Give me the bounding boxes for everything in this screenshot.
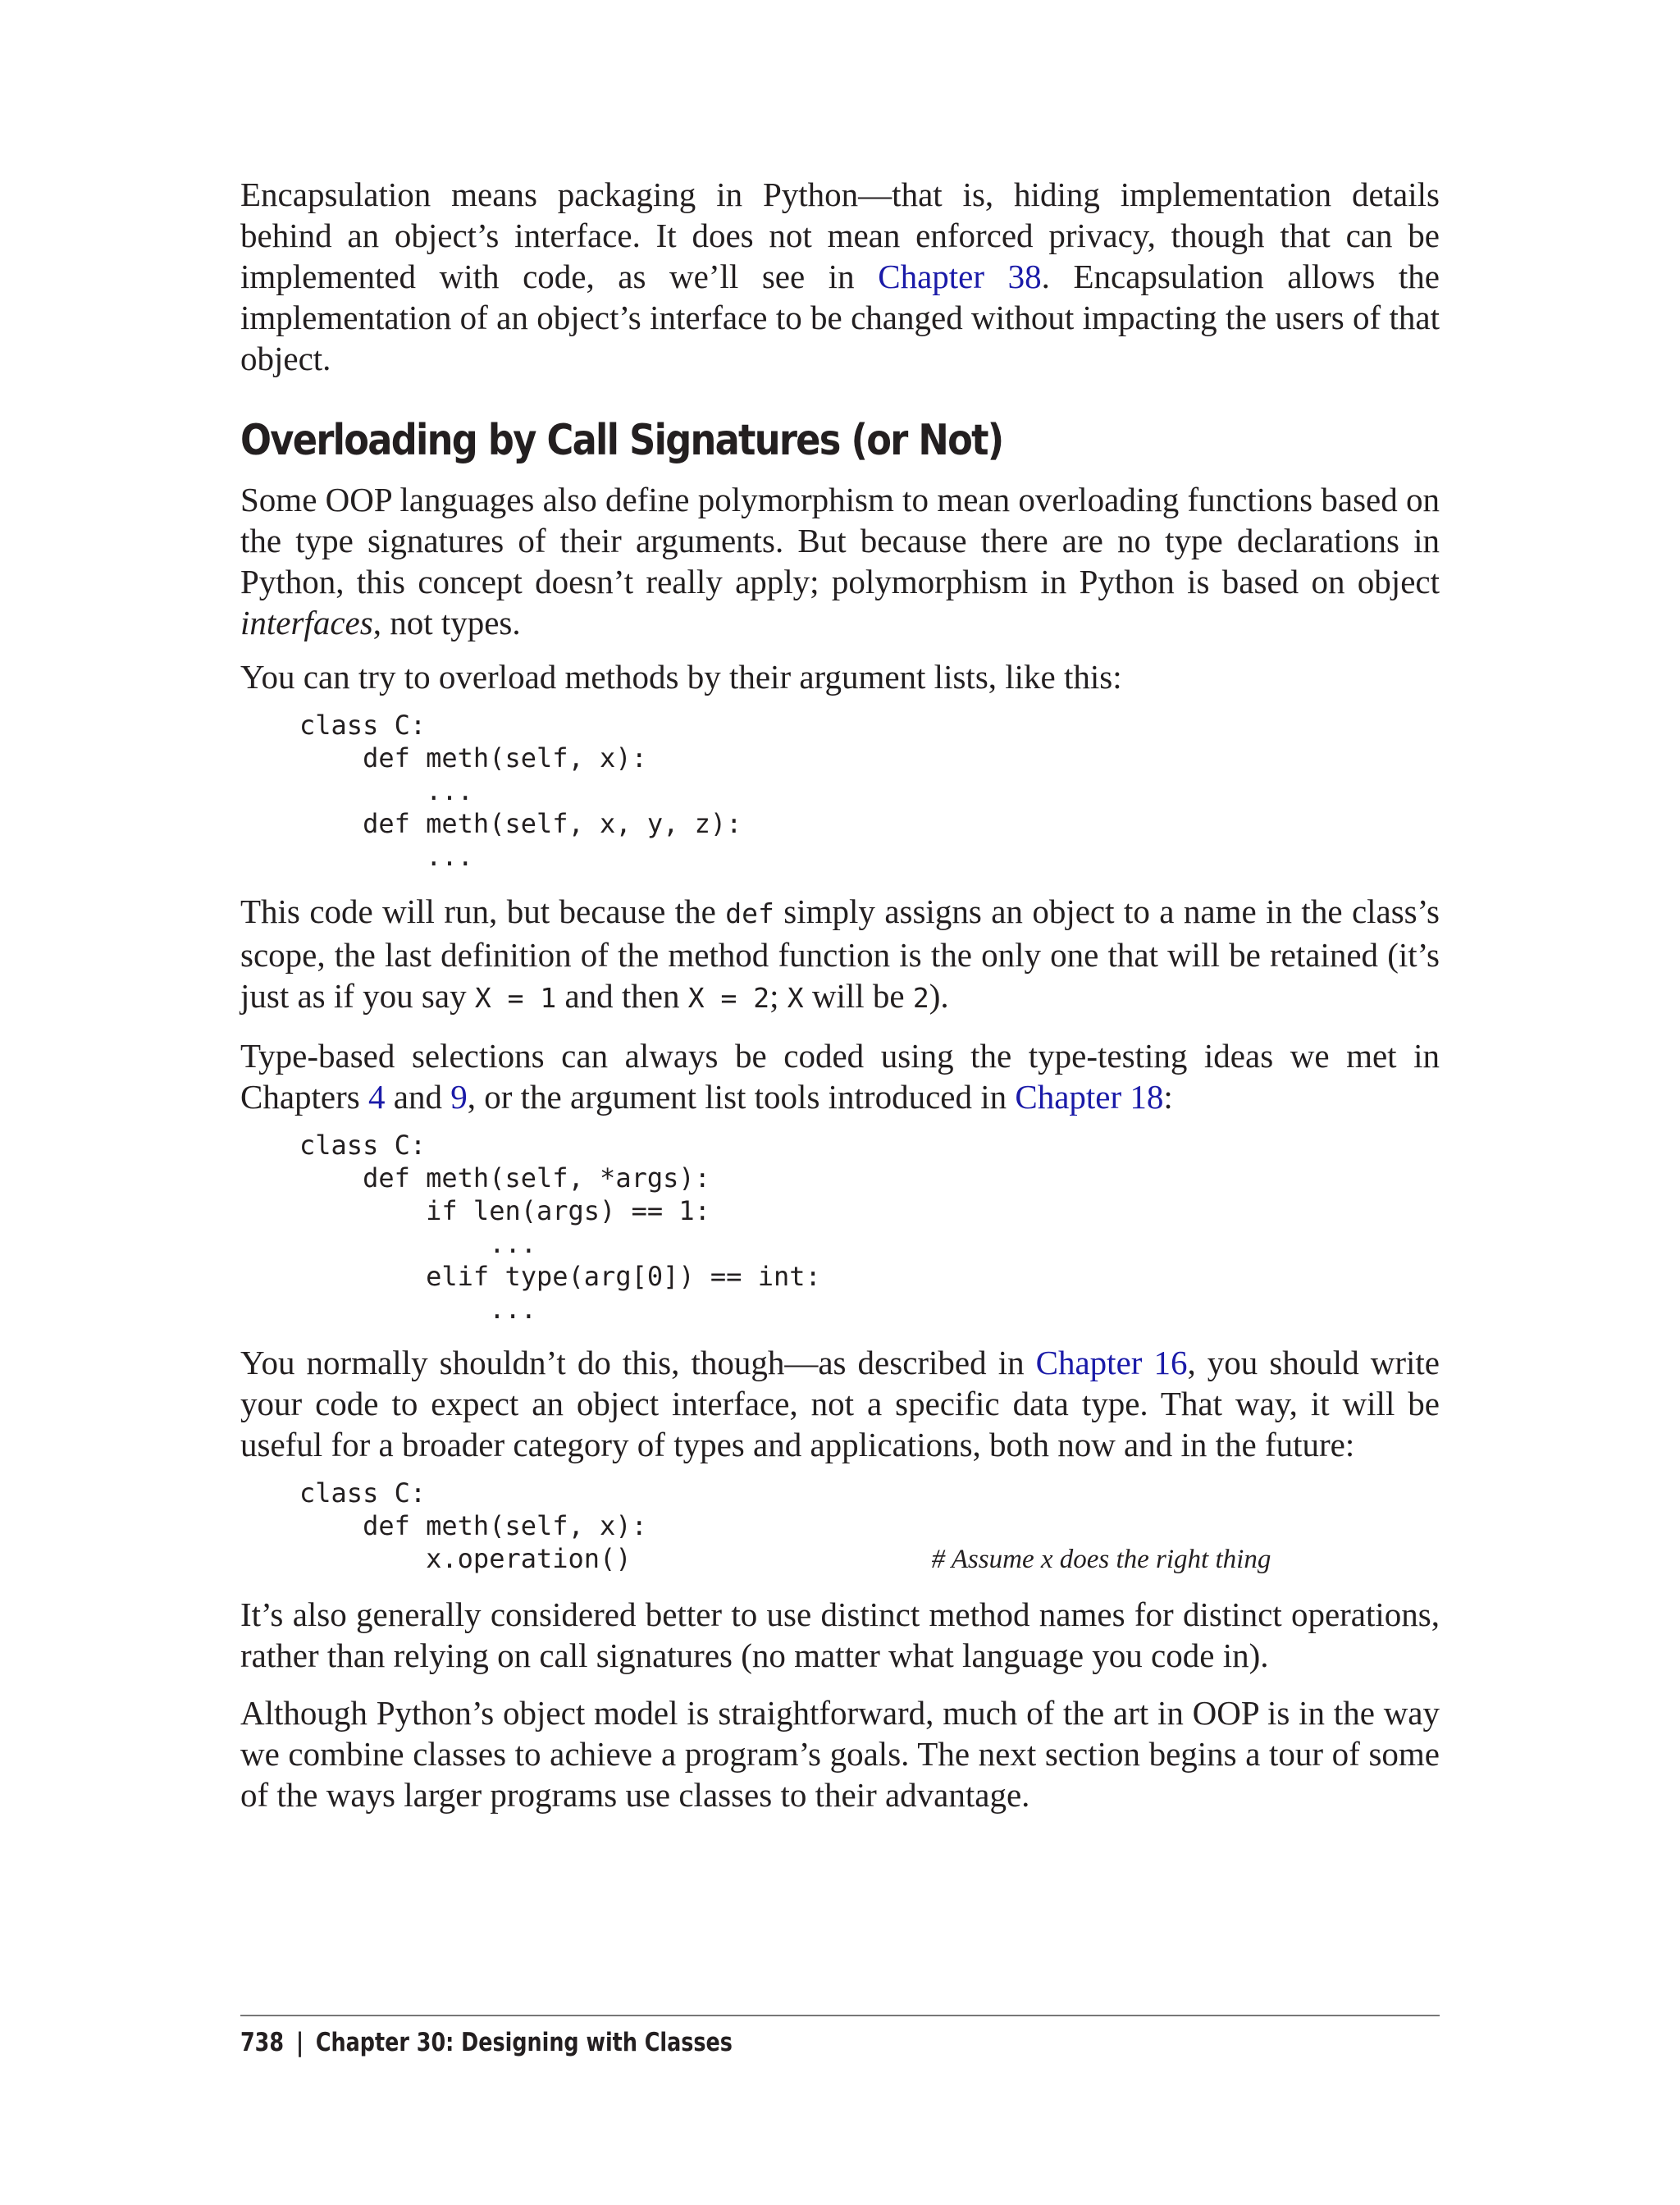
code-comment: # Assume x does the right thing [931, 1545, 1271, 1574]
text: will be [803, 977, 913, 1015]
text: You normally shouldn’t do this, though—as described in [240, 1344, 1036, 1381]
text: This code will run, but because the [240, 892, 726, 930]
text: Type-based selections can always be coded using the type-testing ideas we met in Chapters [240, 1037, 1440, 1116]
link-chapter-38[interactable]: Chapter 38 [878, 258, 1042, 295]
inline-code: X [787, 982, 804, 1014]
paragraph-object-interface [240, 1342, 1440, 1465]
text: , or the argument list tools introduced in [467, 1078, 1016, 1116]
page-footer [240, 2015, 1440, 2057]
footer-text [240, 2028, 1224, 2057]
text: , not types. [372, 604, 521, 641]
link-chapter-18[interactable]: Chapter 18 [1015, 1078, 1164, 1116]
paragraph-def-assigns [240, 891, 1440, 1019]
text: Encapsulation means packaging in Python—that is, hiding implementation details behind an object’s interface. It does not mean enforced privacy, though that can be implemented with code, as we’ll see in [240, 176, 1440, 295]
code-block-operation [240, 1477, 1440, 1576]
footer-chapter-title: Chapter 30: Designing with Classes [315, 2028, 733, 2057]
inline-code: def [725, 897, 774, 929]
text: ). [929, 977, 949, 1015]
page-content [240, 174, 1440, 1815]
text: Some OOP languages also define polymorphism to mean overloading functions based on the type signatures of their arguments. But because there are no type declarations in Python, this concept doesn’t really apply; polymorphism in Python is based on object [240, 481, 1440, 600]
paragraph-type-based [240, 1035, 1440, 1117]
paragraph-distinct-names: It’s also generally considered better to use distinct method names for distinct operations, rather than relying on call signatures (no matter what language you code in). [240, 1596, 1440, 1674]
paragraph-object-model: Although Python’s object model is straightforward, much of the art in OOP is in the way we combine classes to achieve a program’s goals. The next section begins a tour of some of the ways larger programs use classes to their advantage. [240, 1694, 1440, 1814]
code-block-type-test: class C: def meth(self, *args): if len(args) == 1: ... elif type(arg[0]) == int: ... [299, 1130, 821, 1325]
code-lines: class C: def meth(self, x): x.operation() [299, 1477, 647, 1574]
code-block-overload: class C: def meth(self, x): ... def meth(self, x, y, z): ... [299, 710, 742, 872]
text: simply assigns an object to a name in the class’s scope, the last definition of the method function is the only one that will be retained (it’s just as if you say [240, 892, 1440, 1015]
inline-code: 2 [912, 982, 929, 1014]
paragraph-overloading-intro [240, 479, 1440, 643]
paragraph-try-overload: You can try to overload methods by their argument lists, like this: [240, 658, 1122, 696]
text: : [1163, 1078, 1173, 1116]
text: ; [769, 977, 788, 1015]
text: . Encapsulation allows the implementation of an object’s interface to be changed without impacting the users of that object. [240, 258, 1440, 377]
section-heading: Overloading by Call Signatures (or Not) [240, 416, 1003, 465]
text: and then [556, 977, 688, 1015]
page-number: 738 [240, 2028, 285, 2057]
text: , you should write your code to expect an object interface, not a specific data type. That way, it will be useful for a broader category of types and applications, both now and in the future: [240, 1344, 1440, 1463]
text: and [385, 1078, 451, 1116]
link-chapter-16[interactable]: Chapter 16 [1035, 1344, 1188, 1381]
inline-code: X = 2 [687, 982, 770, 1014]
paragraph-encapsulation [240, 174, 1440, 379]
link-chapter-9[interactable]: 9 [450, 1078, 468, 1116]
inline-code: X = 1 [474, 982, 557, 1014]
emphasis-interfaces: interfaces [240, 604, 373, 641]
footer-separator: | [295, 2028, 304, 2057]
link-chapter-4[interactable]: 4 [368, 1078, 386, 1116]
